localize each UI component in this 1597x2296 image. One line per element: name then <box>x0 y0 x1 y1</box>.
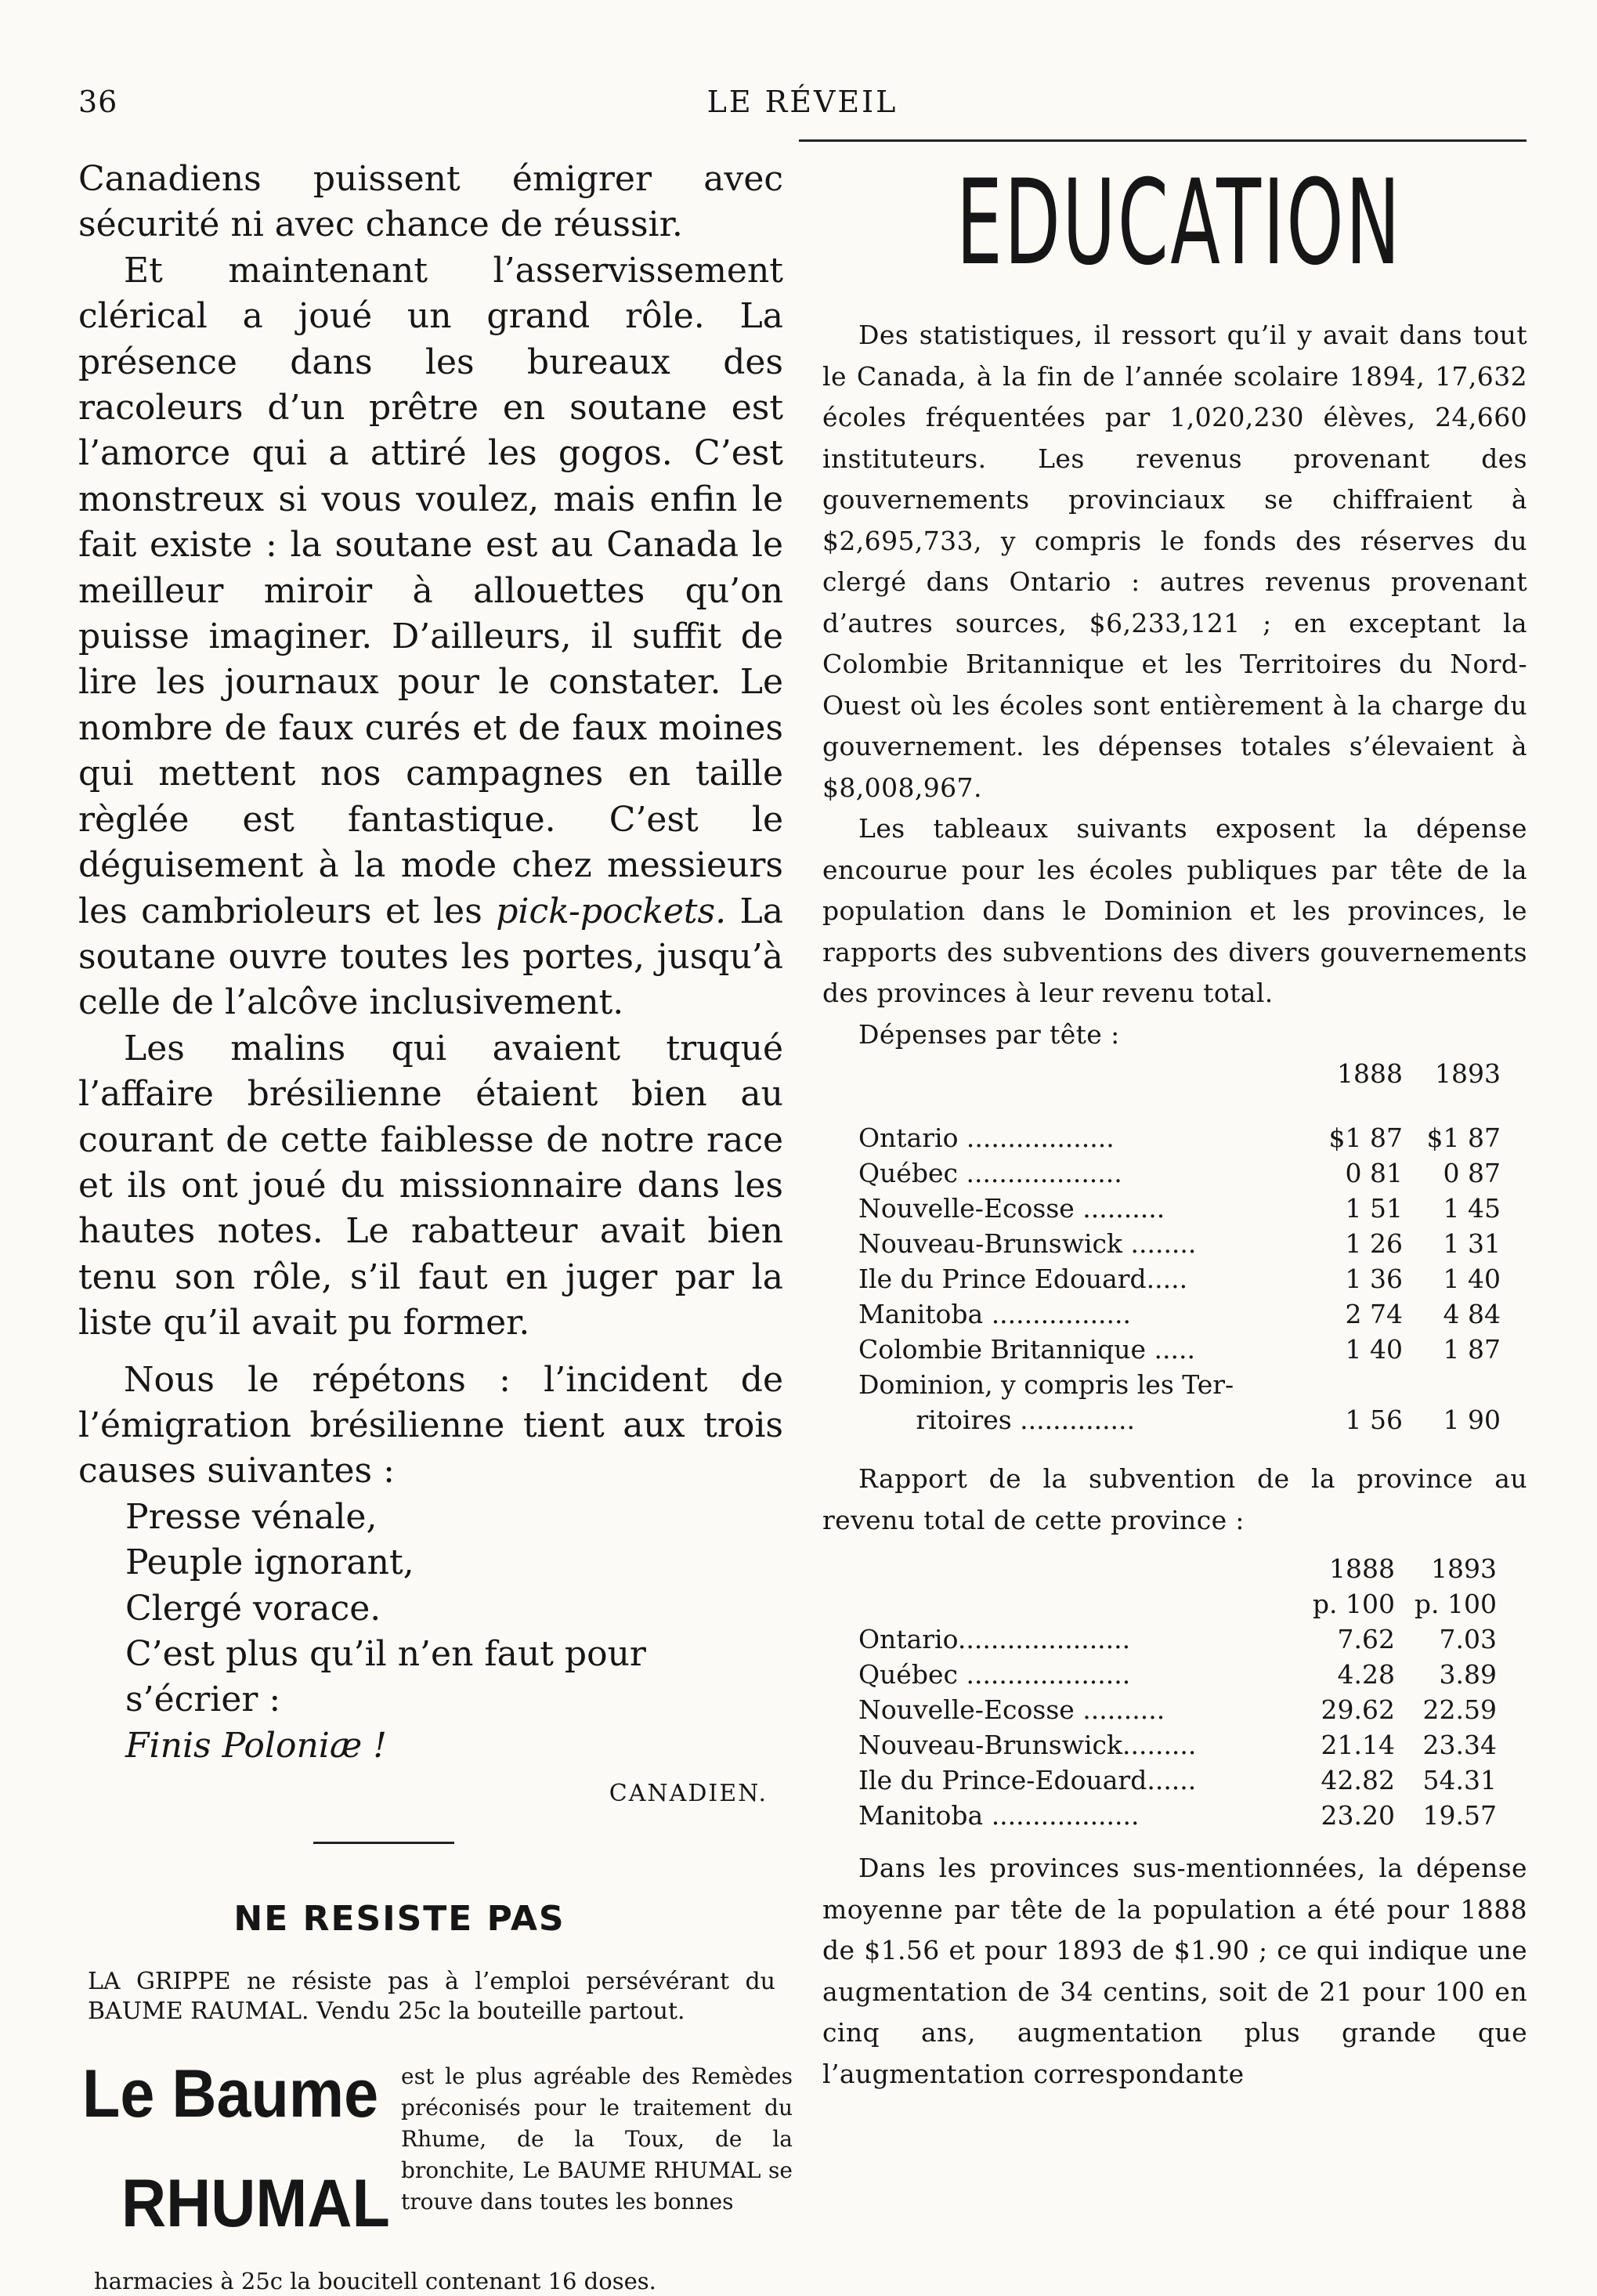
table-row <box>858 1224 1501 1259</box>
table-cell: 1 45 <box>1443 1193 1501 1224</box>
table-subheader-row <box>858 1584 1497 1619</box>
table-row <box>858 1760 1497 1795</box>
table-cell: Nouvelle-Ecosse .......... <box>858 1193 1165 1224</box>
table-cell: 1 36 <box>1345 1264 1403 1294</box>
table-cell: 42.82 <box>1321 1765 1395 1795</box>
table-cell <box>1403 1365 1501 1400</box>
advert-brand-line-1: Le Baume <box>82 2056 379 2132</box>
advert-brand-line-2: RHUMAL <box>121 2166 390 2242</box>
table1-label: Dépenses par tête : <box>858 1018 1120 1050</box>
advert-footer: harmacies à 25c la boucitell contenant 16 doses. <box>94 2268 656 2295</box>
table-cell: Manitoba ................. <box>858 1299 1132 1329</box>
table-cell: 0 87 <box>1443 1158 1501 1188</box>
table-cell: Nouveau-Brunswick ........ <box>858 1228 1197 1259</box>
table-row <box>858 1153 1501 1188</box>
table-cell: 1 40 <box>1345 1334 1403 1365</box>
table-cell: 19.57 <box>1422 1800 1497 1831</box>
table-header-cell <box>858 1549 1293 1584</box>
advert-box <box>78 2055 793 2266</box>
table-cell: Québec ................... <box>858 1158 1122 1188</box>
verse-line-2: Peuple ignorant, <box>125 1542 414 1583</box>
left-column <box>78 157 793 2296</box>
table-header-cell: 1888 <box>1329 1553 1395 1584</box>
closing-line: C’est plus qu’il n’en faut pour s’écrier : <box>125 1634 646 1720</box>
table-cell: $1 87 <box>1328 1123 1403 1153</box>
table-header-row <box>858 1549 1497 1584</box>
education-paragraph-4: Dans les provinces sus-mentionnées, la dépense moyenne par tête de la population a été pour 1888 de $1.56 et pour 1893 de $1.90 ; ce qui indique une augmentation de 34 centins, soit de 21 pour 100 en cinq ans, augmentation plus grande que l’augmentation correspondante <box>822 1853 1527 2089</box>
table-cell: 7.62 <box>1337 1624 1395 1654</box>
table-cell: 21.14 <box>1321 1730 1395 1760</box>
table-header-cell <box>858 1584 1293 1619</box>
table-cell: Nouveau-Brunswick......... <box>858 1730 1197 1760</box>
table-row <box>858 1690 1497 1725</box>
table-cell: 4.28 <box>1337 1659 1395 1690</box>
education-paragraph-3: Rapport de la subvention de la province au revenu total de cette province : <box>822 1463 1527 1535</box>
table-header-cell: p. 100 <box>1312 1589 1395 1619</box>
table-cell: Nouvelle-Ecosse .......... <box>858 1694 1165 1725</box>
table-cell: Ontario..................... <box>858 1624 1131 1654</box>
table-cell: 29.62 <box>1321 1694 1395 1725</box>
table-cell: 54.31 <box>1422 1765 1497 1795</box>
table-cell: 1 51 <box>1345 1193 1403 1224</box>
paragraph-2-italic: pick-pockets. <box>496 891 727 931</box>
table-cell: Ontario .................. <box>858 1123 1115 1153</box>
table-cell: 3.89 <box>1439 1659 1497 1690</box>
table-row <box>858 1259 1501 1294</box>
table-row <box>858 1188 1501 1224</box>
table-header-cell <box>858 1058 1305 1118</box>
subsidy-table <box>858 1549 1497 1831</box>
table-header-cell: 1888 <box>1337 1058 1403 1089</box>
table-cell: 4 84 <box>1443 1299 1501 1329</box>
table-cell: 23.34 <box>1422 1730 1497 1760</box>
advert-title: NE RESISTE PAS <box>233 1899 565 1940</box>
education-paragraph-1: Des statistiques, il ressort qu’il y avait dans tout le Canada, à la fin de l’année scolaire 1894, 17,632 écoles fréquentées par 1,020,230 élèves, 24,660 instituteurs. Les revenus provenant des gouvernements provinciaux se chiffraient à $2,695,733, y compris le fonds des réserves du clergé dans Ontario : autres revenus provenant d’autres sources, $6,233,121 ; en exceptant la Colombie Britannique et les Territoires du Nord-Ouest où les écoles sont entièrement à la charge du gouvernement. les dépenses totales s’élevaient à $8,008,967. <box>822 320 1527 803</box>
table-cell: 22.59 <box>1422 1694 1497 1725</box>
verse-line-3: Clergé vorace. <box>125 1588 381 1629</box>
table-cell: $1 87 <box>1426 1123 1501 1153</box>
table-row <box>858 1725 1497 1760</box>
paragraph-4: Nous le répétons : l’incident de l’émigration brésilienne tient aux trois causes suivantes : <box>78 1359 783 1491</box>
table-cell: Ile du Prince Edouard..... <box>858 1264 1188 1294</box>
journal-title: LE RÉVEIL <box>706 85 898 119</box>
table-cell: 1 31 <box>1443 1228 1501 1259</box>
table-header-row <box>858 1058 1501 1118</box>
table-cell: 23.20 <box>1321 1800 1395 1831</box>
table-row <box>858 1329 1501 1365</box>
table-header-cell: 1893 <box>1435 1058 1501 1089</box>
table-cell: 1 87 <box>1443 1334 1501 1365</box>
right-column <box>822 157 1527 2095</box>
table-cell: 7.03 <box>1439 1624 1497 1654</box>
table-cell: 0 81 <box>1345 1158 1403 1188</box>
table-row <box>858 1619 1497 1654</box>
table-row <box>858 1294 1501 1329</box>
table-row <box>858 1365 1501 1400</box>
table-cell: 1 56 <box>1345 1405 1403 1435</box>
table-cell: Colombie Britannique ..... <box>858 1334 1195 1365</box>
table-header-cell: p. 100 <box>1414 1589 1497 1619</box>
latin-phrase-text: Finis Poloniæ ! <box>125 1725 387 1766</box>
header-rule <box>799 139 1527 142</box>
paragraph-2-end: La soutane ouvre toutes les portes, jusqu’à celle de l’alcôve inclusivement. <box>78 891 783 1023</box>
table-row <box>858 1118 1501 1153</box>
paragraph-2-text: Et maintenant l’asservissement clérical a joué un grand rôle. La présence dans les bureaux des racoleurs d’un prêtre en soutane est l’amorce qui a attiré les gogos. C’est monstreux si vous voulez, mais enfin le fait existe : la soutane est au Canada le meilleur miroir à allouettes qu’on puisse imaginer. D’ailleurs, il suffit de lire les journaux pour le constater. Le nombre de faux curés et de faux moines qui mettent nos campagnes en taille règlée est fantastique. C’est le déguisement à la mode chez messieurs les cambrioleurs et les <box>78 250 783 931</box>
advert-intro: LA GRIPPE ne résiste pas à l’emploi persévérant du BAUME RAUMAL. Vendu 25c la bouteille partout. <box>88 1968 775 2026</box>
expenses-table <box>858 1058 1501 1435</box>
table-cell: 1 26 <box>1345 1228 1403 1259</box>
table-cell: 1 40 <box>1443 1264 1501 1294</box>
table-cell: Québec .................... <box>858 1659 1131 1690</box>
table-cell: 2 74 <box>1345 1299 1403 1329</box>
latin-phrase <box>78 1723 783 1769</box>
table-cell <box>1305 1365 1403 1400</box>
signature: CANADIEN. <box>609 1780 768 1808</box>
table-row <box>858 1795 1497 1831</box>
table-row <box>858 1654 1497 1690</box>
page-number: 36 <box>78 85 118 119</box>
article-title: EDUCATION <box>956 155 1403 291</box>
table-cell: ritoires .............. <box>858 1405 1136 1435</box>
table-cell: Ile du Prince-Edouard...... <box>858 1765 1197 1795</box>
table-row <box>858 1400 1501 1435</box>
paragraph-1: Canadiens puissent émigrer avec sécurité ni avec chance de réussir. <box>78 159 783 245</box>
education-paragraph-2: Les tableaux suivants exposent la dépense encourue pour les écoles publiques par tête de la population dans le Dominion et les provinces, le rapports des subventions des divers gouvernements des provinces à leur revenu total. <box>822 813 1527 1008</box>
table-header-cell: 1893 <box>1431 1553 1497 1584</box>
advert-body: est le plus agréable des Remèdes préconisés pour le traitement du Rhume, de la Toux, de la bronchite, Le BAUME RHUMAL se trouve dans toutes les bonnes <box>401 2063 793 2215</box>
table-cell: Manitoba .................. <box>858 1800 1140 1831</box>
table-cell: Dominion, y compris les Ter- <box>858 1369 1234 1400</box>
verse-line-1: Presse vénale, <box>125 1496 378 1537</box>
paragraph-2 <box>78 248 783 1026</box>
paragraph-3: Les malins qui avaient truqué l’affaire brésilienne étaient bien au courant de cette faiblesse de notre race et ils ont joué du missionnaire dans les hautes notes. Le rabatteur avait bien tenu son rôle, s’il faut en juger par la liste qu’il avait pu former. <box>78 1028 783 1343</box>
page-header <box>78 85 1527 132</box>
section-divider <box>313 1842 454 1844</box>
table-cell: 1 90 <box>1443 1405 1501 1435</box>
